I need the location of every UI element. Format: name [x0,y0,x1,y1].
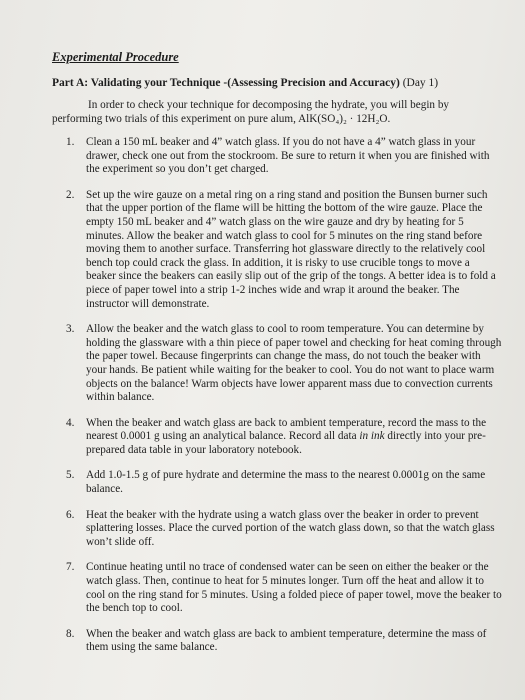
step-number: 1. [66,136,75,148]
part-day: (Day 1) [402,77,439,89]
part-heading [52,77,502,89]
step-text: Add 1.0-1.5 g of pure hydrate and determine the mass to the nearest 0.0001g on the same balance. [86,469,486,496]
step-text: Set up the wire gauze on a metal ring on a ring stand and position the Bunsen burner such that the upper portion of the flame will be hitting the bottom of the wire gauze. Place the empty 150 mL beaker and 4” watch glass on the wire gauze and dry by heating for 5 minutes. Allow the beaker and watch glass to cool for 5 minutes on the ring stand before moving them to another surface. Transferring hot glassware directly to the relatively cool bench top could crack the glass. In addition, it is risky to use crucible tongs to move a beaker since the beakers can easily slip out of the grip of the tongs. A better idea is to fold a piece of paper towel into a strip 1-2 inches wide and wrap it around the beaker. The instructor will demonstrate. [86,188,496,310]
step-number: 3. [66,323,75,336]
step-number: 4. [66,416,75,429]
step-text: Allow the beaker and the watch glass to cool to room temperature. You can determine by holding the glassware with a thin piece of paper towel and checking for heat coming through the paper towel. Because fingerprints can change the mass, do not touch the beaker with your hands. Be patient while waiting for the beaker to cool. You do not want to place warm objects on the balance! Warm objects have lower apparent mass due to convection currents within balance. [86,323,502,404]
document-title: Experimental Procedure [52,50,179,64]
step-4 [52,417,502,458]
part-heading-text: Part A: Validating your Technique -(Assessing Precision and Accuracy) [52,77,400,89]
step-3 [52,323,502,405]
step-number: 7. [66,561,75,574]
step-number: 8. [66,627,75,640]
step-6 [52,509,502,550]
step-text [86,417,502,458]
step-7 [52,561,502,615]
step-text: Continue heating until no trace of condensed water can be seen on either the beaker or the watch glass. Then, continue to heat for 5 minutes longer. Turn off the heat and allow it to cool on the ring stand for 5 minutes. Using a folded piece of paper towel, move the beaker to the bench top to cool. [86,561,502,615]
step-text: Clean a 150 mL beaker and 4” watch glass. If you do not have a 4” watch glass in your drawer, check one out from the stockroom. Be sure to return it when you are finished with the experiment so you don’t get charged. [86,136,490,176]
step-text: Heat the beaker with the hydrate using a watch glass over the beaker in order to prevent splattering losses. Place the curved portion of the watch glass down, so that the watch glass won’t slide off. [86,508,495,548]
step-number: 2. [66,188,75,201]
step-5 [52,469,502,496]
step-text-part: When the beaker and watch glass are back to ambient temperature, record the mass to the nearest 0.0001 g using an analytical balance. Record all data [86,416,487,443]
procedure-steps [52,136,502,655]
step-2 [52,189,502,311]
intro-paragraph: In order to check your technique for decomposing the hydrate, you will begin by performing two trials of this experiment on pure alum, AlK(SO₄)₂ · 12H₂O. [52,99,450,125]
emphasis-in-ink: in ink [359,430,385,443]
step-text: When the beaker and watch glass are back to ambient temperature, determine the mass of them using the same balance. [86,627,487,654]
step-number: 5. [66,469,75,482]
document-content [52,50,502,667]
step-8 [52,628,502,655]
step-1 [52,136,502,177]
step-number: 6. [66,508,75,521]
step-text-part: directly into your pre-prepared data table in your laboratory notebook. [86,430,486,456]
